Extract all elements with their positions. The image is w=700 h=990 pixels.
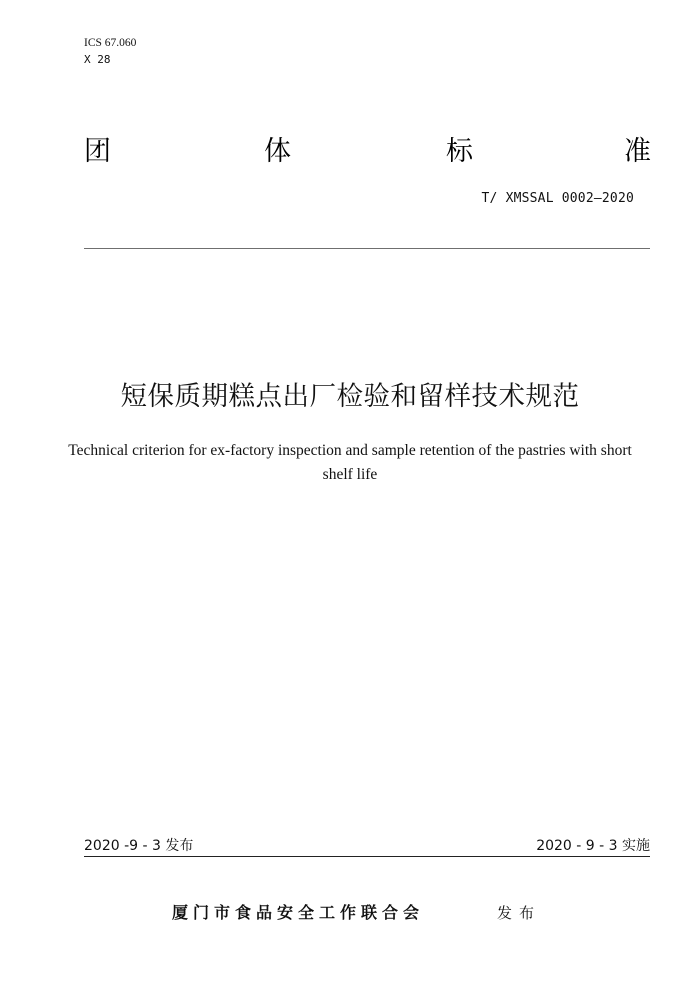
ccs-code: X 28: [84, 53, 111, 66]
standard-number: T/ XMSSAL 0002—2020: [481, 191, 634, 206]
issuing-organization: 厦门市食品安全工作联合会: [172, 903, 425, 922]
issue-label: 发布: [497, 904, 542, 922]
document-title-chinese: 短保质期糕点出厂检验和留样技术规范: [120, 381, 580, 412]
document-title-english: Technical criterion for ex-factory inspection and sample retention of the pastries with short shelf life: [68, 442, 632, 483]
heading-char-2: 体: [264, 136, 291, 167]
publish-date: 2020 -9 - 3 发布: [84, 838, 194, 854]
header-divider: [84, 248, 650, 249]
ics-code: ICS 67.060: [84, 37, 137, 49]
heading-char-4: 准: [624, 136, 651, 167]
date-row: [84, 836, 650, 857]
heading-char-3: 标: [446, 136, 473, 167]
heading-char-1: 团: [84, 136, 111, 167]
implement-date: 2020 - 9 - 3 实施: [536, 838, 650, 854]
